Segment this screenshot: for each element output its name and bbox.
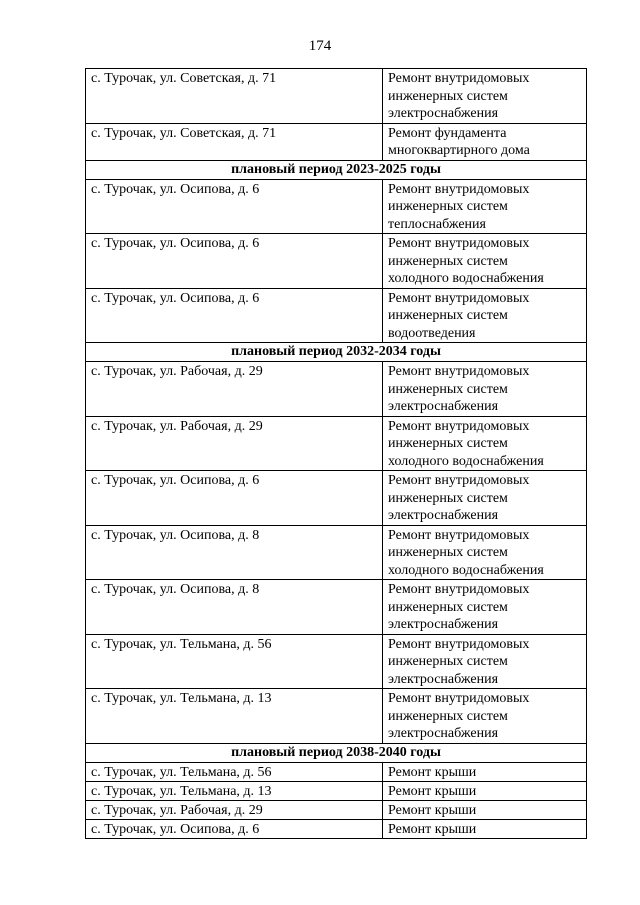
work-type-line: Ремонт внутридомовых [388,582,530,597]
work-type-line: Ремонт крыши [388,764,477,780]
work-type-cell [383,580,587,635]
work-type-line: Ремонт внутридомовых [388,181,530,197]
period-header-row [86,743,587,762]
work-type-line: инженерных систем [388,436,508,451]
work-type-line: Ремонт внутридомовых [388,418,530,434]
address-cell: с. Турочак, ул. Осипова, д. 8 [86,525,383,580]
work-type-cell [383,123,587,160]
table-row [86,819,587,838]
work-type-line: инженерных систем [388,490,508,506]
work-type-cell [383,288,587,343]
work-type-line: холодного водоснабжения [388,453,544,469]
table-row [86,123,587,160]
work-type-line: инженерных систем [388,708,508,724]
address-cell: с. Турочак, ул. Осипова, д. 6 [86,819,383,838]
table-row [86,471,587,526]
work-type-line: Ремонт внутридомовых [388,290,530,306]
page-number: 174 [308,38,332,54]
table-row [86,580,587,635]
repair-schedule-table [85,68,587,839]
address-cell: с. Турочак, ул. Советская, д. 71 [86,123,383,160]
work-type-cell [383,819,587,838]
table-row [86,416,587,471]
table-row [86,525,587,580]
period-label: плановый период 2023-2025 годы [86,160,587,179]
work-type-line: Ремонт внутридомовых [388,71,530,86]
work-type-cell [383,762,587,781]
table-row [86,179,587,234]
work-type-line: Ремонт внутридомовых [388,691,530,706]
period-label: плановый период 2032-2034 годы [86,343,587,362]
address-cell: с. Турочак, ул. Осипова, д. 6 [86,179,383,234]
table-row [86,288,587,343]
work-type-line: инженерных систем [388,308,508,323]
table-row [86,800,587,819]
work-type-line: электроснабжения [388,508,499,523]
work-type-line: Ремонт крыши [388,802,477,818]
table-body [86,69,587,839]
address-cell: с. Турочак, ул. Осипова, д. 6 [86,234,383,289]
period-header-row [86,160,587,179]
address-cell: с. Турочак, ул. Осипова, д. 6 [86,288,383,343]
work-type-cell [383,689,587,744]
work-type-cell [383,69,587,124]
work-type-cell [383,362,587,417]
work-type-cell [383,781,587,800]
work-type-line: холодного водоснабжения [388,271,544,286]
work-type-line: электроснабжения [388,726,499,741]
work-type-line: электроснабжения [388,106,499,121]
table-row [86,234,587,289]
table-row [86,762,587,781]
table-row [86,689,587,744]
work-type-line: инженерных систем [388,654,508,669]
work-type-cell [383,634,587,689]
work-type-cell [383,800,587,819]
work-type-cell [383,525,587,580]
address-cell: с. Турочак, ул. Тельмана, д. 56 [86,634,383,689]
work-type-line: инженерных систем [388,88,508,104]
address-cell: с. Турочак, ул. Советская, д. 71 [86,69,383,124]
work-type-line: инженерных систем [388,545,508,560]
address-cell: с. Турочак, ул. Осипова, д. 6 [86,471,383,526]
work-type-cell [383,234,587,289]
table-row [86,362,587,417]
work-type-line: инженерных систем [388,381,508,397]
work-type-line: инженерных систем [388,599,508,615]
work-type-line: электроснабжения [388,617,499,632]
work-type-line: Ремонт внутридомовых [388,236,530,251]
table-row [86,781,587,800]
work-type-line: Ремонт крыши [388,821,477,837]
table-row [86,634,587,689]
work-type-line: инженерных систем [388,253,508,269]
address-cell: с. Турочак, ул. Рабочая, д. 29 [86,362,383,417]
work-type-cell [383,416,587,471]
work-type-line: инженерных систем [388,199,508,214]
address-cell: с. Турочак, ул. Рабочая, д. 29 [86,800,383,819]
work-type-line: водоотведения [388,325,476,341]
work-type-line: холодного водоснабжения [388,562,544,578]
work-type-line: Ремонт фундамента [388,125,507,141]
work-type-cell [383,179,587,234]
work-type-line: Ремонт крыши [388,783,477,799]
work-type-cell [383,471,587,526]
work-type-line: Ремонт внутридомовых [388,473,530,488]
work-type-line: электроснабжения [388,671,499,687]
period-header-row [86,343,587,362]
address-cell: с. Турочак, ул. Осипова, д. 8 [86,580,383,635]
address-cell: с. Турочак, ул. Тельмана, д. 13 [86,689,383,744]
work-type-line: многоквартирного дома [388,143,530,158]
address-cell: с. Турочак, ул. Тельмана, д. 56 [86,762,383,781]
period-label: плановый период 2038-2040 годы [86,743,587,762]
work-type-line: теплоснабжения [388,216,486,232]
address-cell: с. Турочак, ул. Рабочая, д. 29 [86,416,383,471]
work-type-line: Ремонт внутридомовых [388,636,530,652]
work-type-line: Ремонт внутридомовых [388,527,530,543]
work-type-line: электроснабжения [388,399,499,414]
work-type-line: Ремонт внутридомовых [388,364,530,379]
table-row [86,69,587,124]
address-cell: с. Турочак, ул. Тельмана, д. 13 [86,781,383,800]
